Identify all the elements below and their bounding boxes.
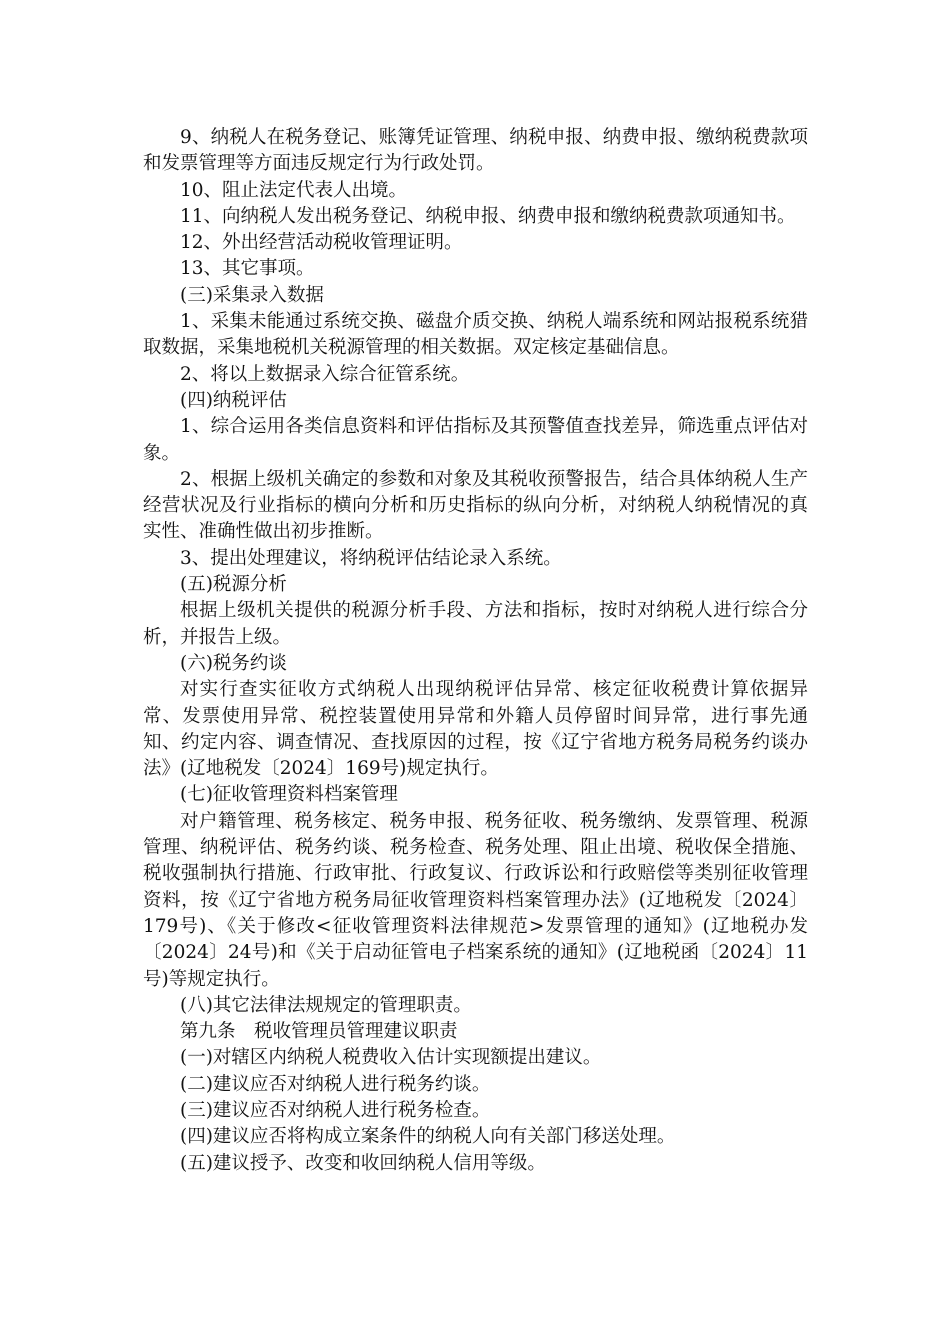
section-heading: (五)税源分析 (180, 574, 287, 596)
paragraph: 1、采集未能通过系统交换、磁盘介质交换、纳税人端系统和网站报税系统猎取数据，采集地税机关税源管理的相关数据。双定核定基础信息。 (143, 311, 808, 359)
paragraph: (四)建议应否将构成立案条件的纳税人向有关部门移送处理。 (180, 1126, 676, 1148)
section-heading: (四)纳税评估 (180, 389, 287, 411)
document-body (143, 125, 808, 1177)
section-heading: (六)税务约谈 (180, 652, 287, 674)
paragraph: 11、向纳税人发出税务登记、纳税申报、纳费申报和缴纳税费款项通知书。 (180, 205, 796, 227)
paragraph: (三)建议应否对纳税人进行税务检查。 (180, 1099, 491, 1121)
article-heading: 第九条 税收管理员管理建议职责 (180, 1021, 458, 1043)
paragraph: 10、阻止法定代表人出境。 (180, 179, 408, 201)
paragraph: 1、综合运用各类信息资料和评估指标及其预警值查找差异，筛选重点评估对象。 (143, 416, 808, 464)
section-heading: (三)采集录入数据 (180, 284, 324, 306)
section-heading: (七)征收管理资料档案管理 (180, 784, 398, 806)
paragraph: (五)建议授予、改变和收回纳税人信用等级。 (180, 1152, 546, 1174)
paragraph: (二)建议应否对纳税人进行税务约谈。 (180, 1073, 491, 1095)
paragraph: 2、根据上级机关确定的参数和对象及其税收预警报告，结合具体纳税人生产经营状况及行业指标的横向分析和历史指标的纵向分析，对纳税人纳税情况的真实性、准确性做出初步推断。 (143, 468, 808, 543)
paragraph: 对户籍管理、税务核定、税务申报、税务征收、税务缴纳、发票管理、税源管理、纳税评估、税务约谈、税务检查、税务处理、阻止出境、税收保全措施、税收强制执行措施、行政审批、行政复议、行政诉讼和行政赔偿等类别征收管理资料，按《辽宁省地方税务局征收管理资料档案管理办法》(辽地税发〔2024〕179号)、《关于修改<征收管理资料法律规范>发票管理的通知》(辽地税办发〔2024〕24号)和《关于启动征管电子档案系统的通知》(辽地税函〔2024〕11号)等规定执行。 (143, 810, 808, 990)
paragraph: (一)对辖区内纳税人税费收入估计实现额提出建议。 (180, 1047, 602, 1069)
paragraph: 对实行查实征收方式纳税人出现纳税评估异常、核定征收税费计算依据异常、发票使用异常、税控装置使用异常和外籍人员停留时间异常，进行事先通知、约定内容、调查情况、查找原因的过程，按《辽宁省地方税务局税务约谈办法》(辽地税发〔2024〕169号)规定执行。 (143, 679, 808, 780)
paragraph: 12、外出经营活动税收管理证明。 (180, 232, 463, 254)
paragraph: 9、纳税人在税务登记、账簿凭证管理、纳税申报、纳费申报、缴纳税费款项和发票管理等方面违反规定行为行政处罚。 (143, 127, 808, 175)
paragraph: 3、提出处理建议，将纳税评估结论录入系统。 (180, 547, 562, 569)
paragraph: 2、将以上数据录入综合征管系统。 (180, 363, 470, 385)
paragraph: 根据上级机关提供的税源分析手段、方法和指标，按时对纳税人进行综合分析，并报告上级。 (143, 600, 808, 648)
paragraph: 13、其它事项。 (180, 258, 315, 280)
paragraph: (八)其它法律法规规定的管理职责。 (180, 994, 472, 1016)
